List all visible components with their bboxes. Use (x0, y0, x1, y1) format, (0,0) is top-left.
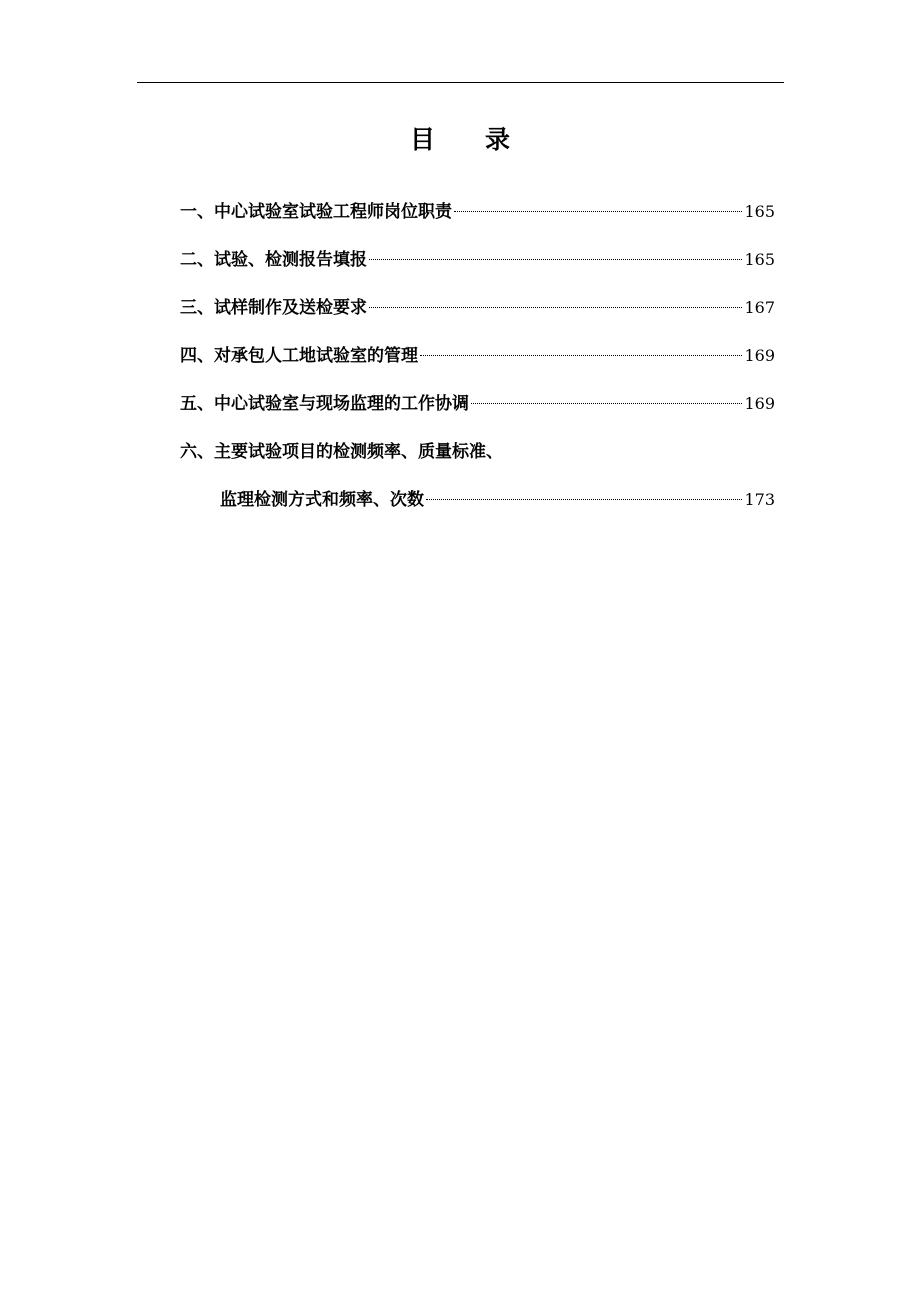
toc-entry-4[interactable] (180, 341, 775, 389)
toc-entry-label: 监理检测方式和频率、次数 (220, 490, 424, 510)
toc-entry-3[interactable] (180, 293, 775, 341)
toc-entry-page: 169 (744, 346, 775, 365)
toc-entry-label: 二、试验、检测报告填报 (180, 250, 367, 270)
toc-entry-label: 五、中心试验室与现场监理的工作协调 (180, 394, 469, 414)
toc-entry-6-continued[interactable] (180, 485, 775, 533)
toc-entry-page: 165 (744, 250, 775, 269)
title-char-2: 录 (485, 125, 511, 154)
dot-leader (426, 499, 742, 500)
title-char-1: 目 (409, 125, 435, 154)
toc-entry-5[interactable] (180, 389, 775, 437)
toc-entry-label: 六、主要试验项目的检测频率、质量标准、 (180, 442, 503, 462)
toc-entry-6[interactable] (180, 437, 775, 485)
toc-entry-page: 165 (744, 202, 775, 221)
toc-entry-label: 一、中心试验室试验工程师岗位职责 (180, 202, 452, 222)
toc-entry-page: 173 (744, 490, 775, 509)
table-of-contents (180, 197, 775, 533)
header-rule (137, 82, 784, 83)
toc-entry-1[interactable] (180, 197, 775, 245)
page-title (0, 120, 920, 156)
dot-leader (420, 355, 742, 356)
toc-entry-page: 169 (744, 394, 775, 413)
toc-entry-label: 三、试样制作及送检要求 (180, 298, 367, 318)
dot-leader (454, 211, 742, 212)
toc-entry-page: 167 (744, 298, 775, 317)
dot-leader (471, 403, 742, 404)
dot-leader (369, 259, 742, 260)
toc-entry-label: 四、对承包人工地试验室的管理 (180, 346, 418, 366)
dot-leader (369, 307, 742, 308)
toc-entry-2[interactable] (180, 245, 775, 293)
